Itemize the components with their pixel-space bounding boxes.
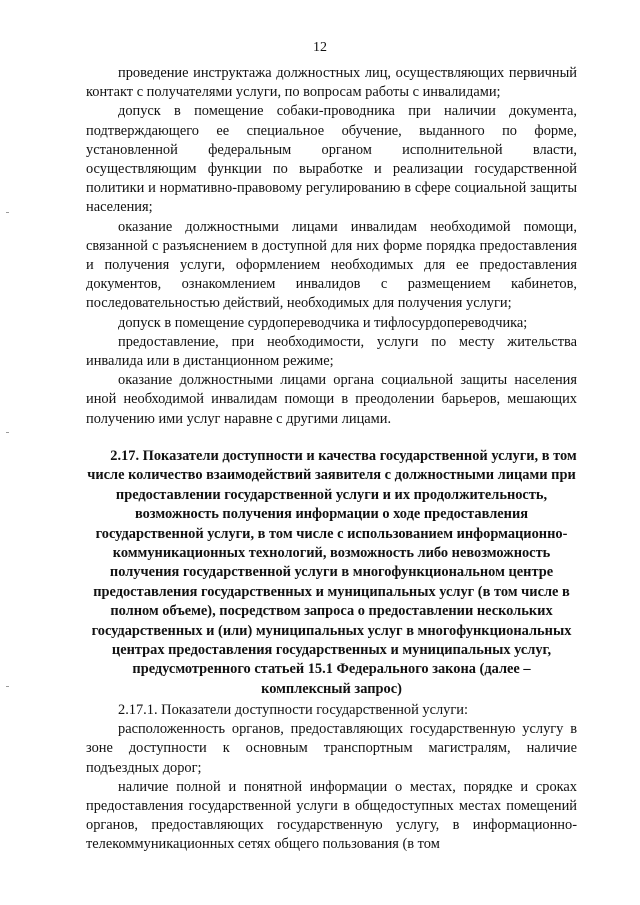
list-item: наличие полной и понятной информации о местах, порядке и сроках предоставления государственной услуги в общедоступных местах помещений органов, предоставляющих государственную услугу, в информационно-телекоммуникационных сетях общего пользования (в том [86, 778, 577, 853]
accessibility-measures-list [86, 64, 577, 429]
list-item: предоставление, при необходимости, услуги по месту жительства инвалида или в дистанционном режиме; [86, 333, 577, 370]
margin-mark [6, 212, 9, 213]
margin-mark [6, 686, 9, 687]
list-item: оказание должностными лицами органа социальной защиты населения иной необходимой инвалидам помощи в преодолении барьеров, мешающих получению ими услуг наравне с другими лицами. [86, 372, 577, 427]
list-item: допуск в помещение собаки-проводника при наличии документа, подтверждающего ее специальное обучение, выданного по форме, установленной федеральным органом исполнительной власти, осуществляющим функции по выработке и реализации государственной политики и нормативно-правовому регулированию в сфере социальной защиты населения; [86, 103, 577, 216]
section-heading [86, 447, 577, 699]
section-number: 2.17. [110, 448, 140, 464]
list-item: оказание должностными лицами инвалидам необходимой помощи, связанной с разъяснением в доступной для них форме порядка предоставления и получения услуги, оформлением необходимых для ее предоставления документов, ознакомлением инвалидов с размещением кабинетов, последовательностью действий, необходимых для получения услуги; [86, 218, 577, 312]
list-item: расположенность органов, предоставляющих государственную услугу в зоне доступности к основным транспортным магистралям, наличие подъездных дорог; [86, 721, 577, 776]
list-item: проведение инструктажа должностных лиц, осуществляющих первичный контакт с получателями услуги, по вопросам работы с инвалидами; [86, 65, 577, 101]
page-number: 12 [313, 40, 327, 55]
list-item: допуск в помещение сурдопереводчика и тифлосурдопереводчика; [118, 314, 528, 331]
margin-mark [6, 432, 9, 433]
section-title: Показатели доступности и качества государственной услуги, в том числе количество взаимодействий заявителя с должностными лицами при предоставлении государственной услуги и их продолжительность, возможность получения информации о ходе предоставления государственной услуги, в том числе с использованием информационно-коммуникационных технологий, возможность либо невозможность получения государственной услуги в многофункциональном центре предоставления государственных и муниципальных услуг (в том числе в полном объеме), посредством запроса о предоставлении нескольких государственных и (или) муниципальных услуг в многофункциональных центрах предоставления государственных и муниципальных услуг, предусмотренного статьей 15.1 Федерального закона (далее – комплексный запрос) [87, 448, 577, 697]
subsection-title: 2.17.1. Показатели доступности государственной услуги: [118, 702, 468, 718]
subsection-2-17-1 [86, 701, 577, 855]
